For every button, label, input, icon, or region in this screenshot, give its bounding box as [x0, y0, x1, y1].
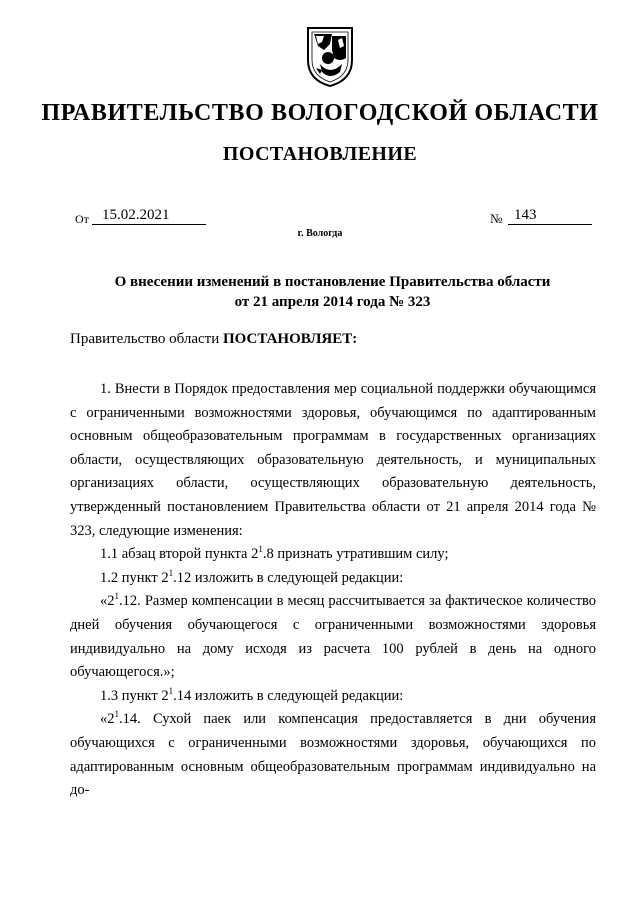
coat-of-arms-icon — [302, 24, 358, 88]
date-prefix: От — [75, 212, 89, 226]
paragraph-2: 1.1 абзац второй пункта $2^1.8$ признать утратившим силу; — [100, 544, 449, 563]
paragraph-1: 1. Внести в Порядок предоставления мер социальной поддержки обучающимся с ограниченными возможностями здоровья, обучающимся по адаптированным основным общеобразовательным программам в государственных организациях области, осуществляющих образовательную деятельность, и муниципальных организациях области, осуществляющих образовательную деятельность, утвержденный постановлением Правительства области от 21 апреля 2014 года № 323, следующие изменения: — [70, 381, 596, 539]
decree-number: 143 — [508, 206, 592, 225]
preamble-resolves: ПОСТАНОВЛЯЕТ: — [222, 331, 358, 347]
city: г. Вологда — [297, 228, 343, 239]
subject-line-1: О внесении изменений в постановление Правительства области — [114, 274, 551, 290]
decree-subject — [70, 272, 595, 312]
preamble — [70, 331, 357, 348]
decree-date: 15.02.2021 — [92, 206, 206, 225]
government-title: ПРАВИТЕЛЬСТВО ВОЛОГОДСКОЙ ОБЛАСТИ — [41, 100, 599, 126]
subject-line-2: от 21 апреля 2014 года № 323 — [234, 294, 431, 310]
paragraph-6: «$2^1.14$. Сухой паек или компенсация предоставляется в дни обучения обучающихся с ограниченными возможностями здоровья, обучающихся по адаптированным основным общеобразовательным программам индивидуально на до- — [70, 709, 596, 799]
document-type: ПОСТАНОВЛЕНИЕ — [222, 143, 418, 165]
paragraph-3: 1.2 пункт $2^1.12$ изложить в следующей редакции: — [100, 567, 404, 586]
preamble-text: Правительство области — [70, 331, 220, 347]
decree-body — [70, 378, 596, 803]
number-prefix: № — [490, 211, 503, 226]
paragraph-5: 1.3 пункт $2^1.14$ изложить в следующей редакции: — [100, 685, 404, 704]
paragraph-4: «$2^1.12$. Размер компенсации в месяц рассчитывается за фактическое количество дней обучения обучающегося с ограниченными возможностями здоровья индивидуально на дому исходя из расчета 100 рублей в день на одного обучающегося.»; — [70, 591, 596, 681]
